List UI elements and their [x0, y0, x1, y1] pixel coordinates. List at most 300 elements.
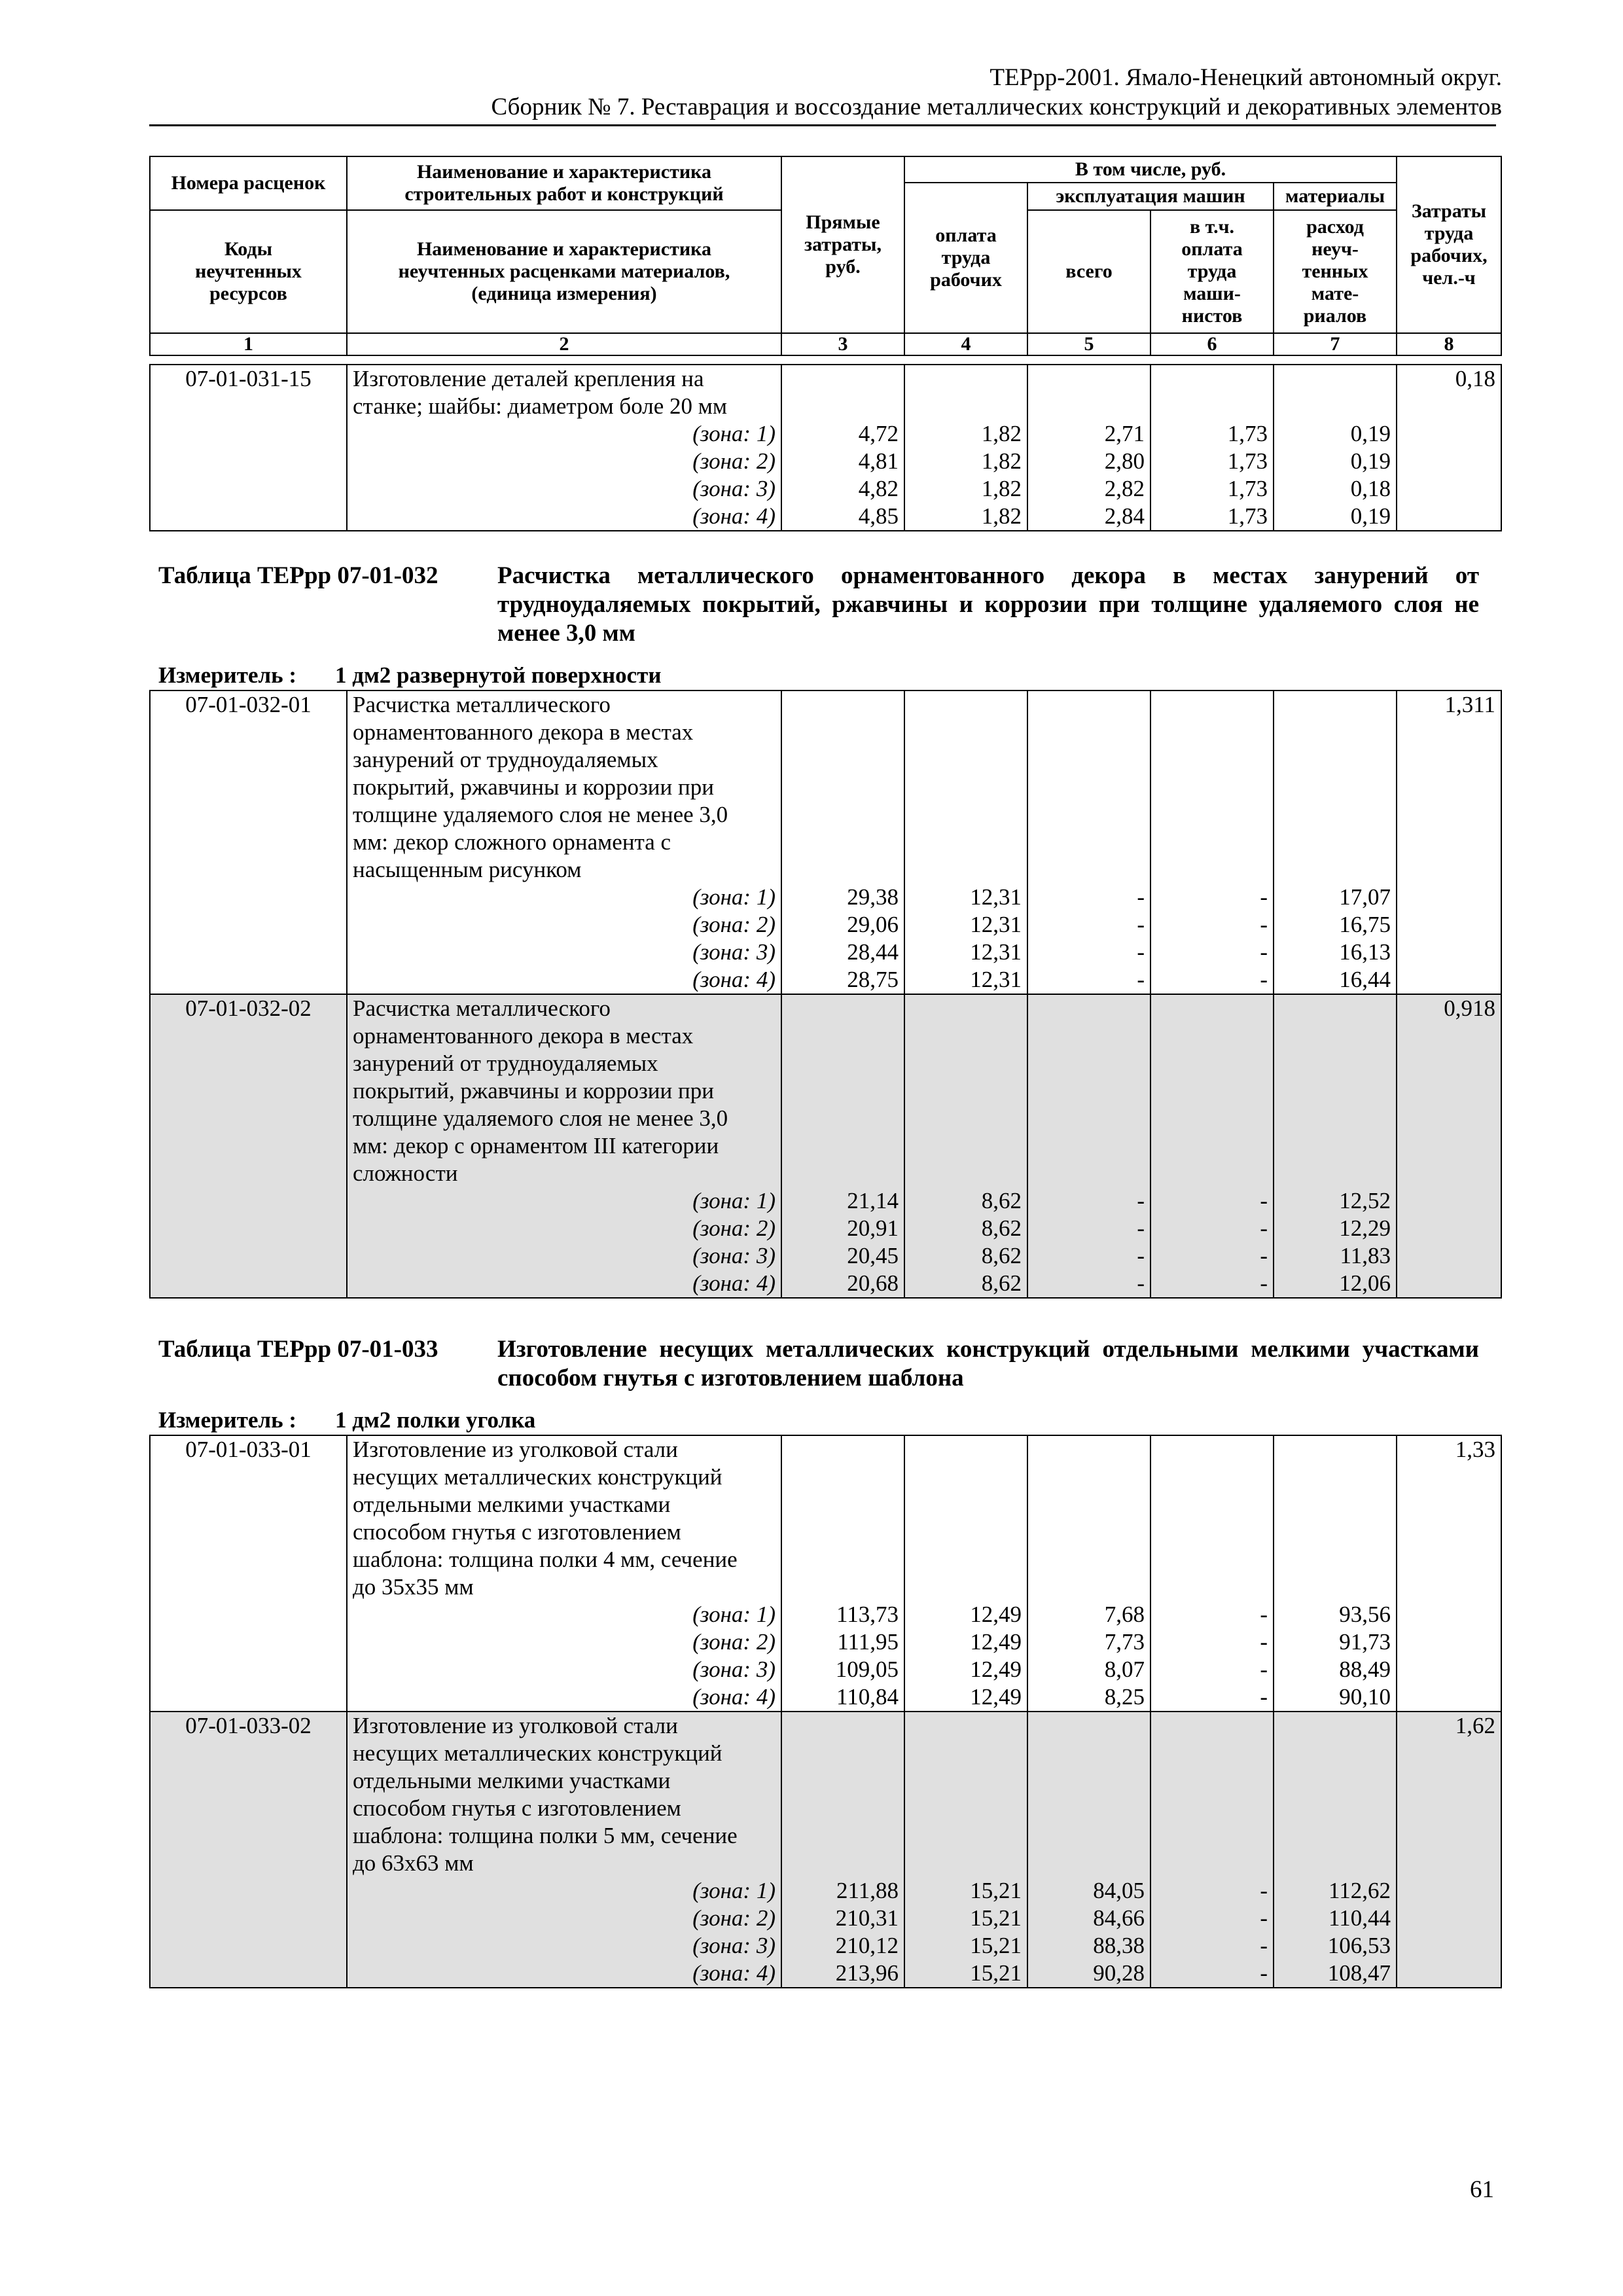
spacer — [787, 1795, 899, 1822]
header-labor — [1397, 156, 1501, 333]
zone-value: 211,88 — [836, 1878, 899, 1903]
spacer — [1033, 1160, 1145, 1187]
zone-label: (зона: 3) — [692, 1657, 776, 1682]
zone-value: 110,84 — [836, 1684, 899, 1710]
value-operators — [1150, 994, 1274, 1298]
zone-value: - — [1260, 1905, 1268, 1931]
description-line: отдельными мелкими участками — [353, 1768, 671, 1793]
spacer — [1156, 1160, 1268, 1187]
zone-value: 2,82 — [1104, 476, 1145, 501]
zone-label: (зона: 4) — [692, 503, 776, 529]
header-operator-pay-line: в т.ч. — [1189, 216, 1235, 238]
spacer — [1156, 1573, 1268, 1601]
zone-value: 15,21 — [970, 1878, 1022, 1903]
spacer — [787, 393, 899, 420]
spacer — [1279, 1767, 1391, 1795]
zone-value: 84,66 — [1093, 1905, 1145, 1931]
zone-value: - — [1137, 967, 1145, 992]
header-unaccounted-materials — [1274, 210, 1397, 333]
labor-cost — [1397, 994, 1501, 1298]
spacer — [787, 1822, 899, 1850]
zone-label: (зона: 4) — [692, 1684, 776, 1710]
zone-value: - — [1260, 1933, 1268, 1958]
zone-value: 8,25 — [1104, 1684, 1145, 1710]
zone-value: 113,73 — [836, 1602, 899, 1627]
header-labor-line: Затраты — [1411, 200, 1487, 222]
zone-value: - — [1260, 967, 1268, 992]
value-machines — [1027, 365, 1150, 531]
spacer — [910, 719, 1022, 746]
zone-value: 4,82 — [858, 476, 899, 501]
value-materials — [1274, 365, 1397, 531]
zone-value: - — [1260, 1602, 1268, 1627]
spacer — [787, 1132, 899, 1160]
header-operator-pay-line: труда — [1187, 260, 1237, 282]
zone-label: (зона: 1) — [692, 1188, 776, 1213]
header-resource-codes-line: неучтенных — [195, 260, 302, 282]
zone-value: 90,10 — [1339, 1684, 1391, 1710]
labor-cost — [1397, 1712, 1501, 1988]
rate-description — [347, 994, 781, 1298]
spacer — [1279, 1712, 1391, 1740]
rate-code-text: 07-01-032-02 — [185, 996, 312, 1021]
spacer — [1156, 995, 1268, 1022]
zone-value: 20,68 — [847, 1270, 899, 1296]
spacer — [910, 1160, 1022, 1187]
description-line: до 63х63 мм — [353, 1850, 474, 1876]
zone-value: 1,82 — [981, 476, 1022, 501]
zone-value: 12,49 — [970, 1602, 1022, 1627]
value-pay — [904, 1435, 1027, 1712]
description-line: сложности — [353, 1160, 458, 1186]
running-header-line1: ТЕРрр-2001. Ямало-Ненецкий автономный округ. — [990, 64, 1502, 91]
zone-value: 12,06 — [1339, 1270, 1391, 1296]
description-line: шаблона: толщина полки 5 мм, сечение — [353, 1823, 738, 1848]
description-line: несущих металлических конструкций — [353, 1464, 722, 1490]
spacer — [910, 1518, 1022, 1546]
zone-value: 29,38 — [847, 884, 899, 910]
rate-description — [347, 1435, 781, 1712]
value-materials — [1274, 994, 1397, 1298]
rate-row — [150, 1712, 1501, 1988]
header-including: В том числе, руб. — [904, 156, 1397, 183]
zone-value: 12,52 — [1339, 1188, 1391, 1213]
rate-code-text: 07-01-031-15 — [185, 366, 312, 391]
table-title-032: Расчистка металлического орнаментованного декора в местах занурений от трудноудаляемых покрытий, ржавчины и коррозии при толщине удаляемого слоя не менее 3,0 мм — [497, 562, 1479, 647]
zone-value: 0,18 — [1350, 476, 1391, 501]
zone-value: - — [1260, 1684, 1268, 1710]
zone-value: 1,73 — [1227, 503, 1268, 529]
spacer — [1033, 1546, 1145, 1573]
value-direct — [781, 365, 904, 531]
header-rule — [149, 124, 1496, 126]
value-materials — [1274, 691, 1397, 994]
spacer — [1279, 691, 1391, 719]
spacer — [910, 995, 1022, 1022]
spacer — [1279, 1573, 1391, 1601]
spacer — [1033, 1822, 1145, 1850]
spacer — [1279, 719, 1391, 746]
header-labor-line: труда — [1424, 223, 1474, 244]
header-resource-codes — [150, 210, 347, 333]
spacer — [787, 829, 899, 856]
spacer — [787, 691, 899, 719]
spacer — [1156, 1712, 1268, 1740]
spacer — [787, 719, 899, 746]
description-line: занурений от трудноудаляемых — [353, 747, 658, 772]
spacer — [1156, 1050, 1268, 1077]
zone-value: 7,73 — [1104, 1629, 1145, 1655]
header-material-name-line: (единица измерения) — [471, 283, 657, 304]
header-operator-pay-line: оплата — [1181, 238, 1243, 260]
rate-code-text: 07-01-033-02 — [185, 1713, 312, 1738]
zone-value: 2,71 — [1104, 421, 1145, 446]
spacer — [1279, 1463, 1391, 1491]
header-worker-pay-line: рабочих — [930, 269, 1002, 291]
spacer — [1033, 801, 1145, 829]
column-number: 6 — [1150, 333, 1274, 355]
rate-row — [150, 994, 1501, 1298]
spacer — [787, 1573, 899, 1601]
spacer — [1279, 393, 1391, 420]
spacer — [787, 1740, 899, 1767]
zone-value: 12,49 — [970, 1684, 1022, 1710]
column-number: 4 — [904, 333, 1027, 355]
zone-value: 1,73 — [1227, 476, 1268, 501]
header-machine-ops: эксплуатация машин — [1027, 183, 1274, 210]
spacer — [1033, 746, 1145, 774]
spacer — [910, 1463, 1022, 1491]
description-line: до 35х35 мм — [353, 1574, 474, 1600]
spacer — [910, 1850, 1022, 1877]
rates-table-032 — [149, 690, 1502, 1299]
header-operator-pay — [1150, 210, 1274, 333]
spacer — [1279, 1132, 1391, 1160]
spacer — [787, 365, 899, 393]
spacer — [1033, 856, 1145, 884]
zone-value: 8,62 — [981, 1270, 1022, 1296]
spacer — [1156, 365, 1268, 393]
value-operators — [1150, 1435, 1274, 1712]
spacer — [910, 365, 1022, 393]
spacer — [910, 1105, 1022, 1132]
spacer — [910, 1546, 1022, 1573]
spacer — [1033, 1795, 1145, 1822]
zone-label: (зона: 3) — [692, 476, 776, 501]
zone-label: (зона: 2) — [692, 1629, 776, 1655]
spacer — [1033, 1767, 1145, 1795]
zone-value: 4,85 — [858, 503, 899, 529]
zone-label: (зона: 3) — [692, 1933, 776, 1958]
zone-value: 15,21 — [970, 1960, 1022, 1986]
zone-value: 1,82 — [981, 503, 1022, 529]
description-line: Расчистка металлического — [353, 692, 611, 717]
header-work-name-line: строительных работ и конструкций — [404, 183, 724, 205]
spacer — [1156, 856, 1268, 884]
spacer — [1156, 1463, 1268, 1491]
zone-value: 0,19 — [1350, 503, 1391, 529]
zone-label: (зона: 1) — [692, 884, 776, 910]
header-labor-line: рабочих, — [1410, 245, 1488, 266]
spacer — [1156, 1518, 1268, 1546]
zone-label: (зона: 3) — [692, 1243, 776, 1268]
spacer — [1279, 1077, 1391, 1105]
value-machines — [1027, 1712, 1150, 1988]
spacer — [1279, 1822, 1391, 1850]
spacer — [910, 1573, 1022, 1601]
rate-code — [150, 1435, 347, 1712]
zone-value: 12,31 — [970, 967, 1022, 992]
spacer — [910, 1022, 1022, 1050]
spacer — [1156, 746, 1268, 774]
zone-value: 12,49 — [970, 1657, 1022, 1682]
zone-value: 0,19 — [1350, 421, 1391, 446]
spacer — [787, 774, 899, 801]
zone-value: 16,44 — [1339, 967, 1391, 992]
zone-value: 4,81 — [858, 448, 899, 474]
spacer — [1033, 1077, 1145, 1105]
description-line: занурений от трудноудаляемых — [353, 1050, 658, 1076]
zone-label: (зона: 2) — [692, 1905, 776, 1931]
spacer — [1279, 1105, 1391, 1132]
rates-table-031 — [149, 364, 1502, 531]
labor-cost-text: 0,918 — [1444, 996, 1495, 1021]
spacer — [1279, 746, 1391, 774]
header-unaccounted-line: мате- — [1311, 283, 1359, 304]
spacer — [1279, 1518, 1391, 1546]
rate-code-text: 07-01-033-01 — [185, 1437, 312, 1462]
labor-cost — [1397, 1435, 1501, 1712]
value-materials — [1274, 1435, 1397, 1712]
measure-032 — [158, 662, 662, 689]
zone-value: 17,07 — [1339, 884, 1391, 910]
rates-table-033 — [149, 1435, 1502, 1988]
zone-value: - — [1137, 1188, 1145, 1213]
column-number: 1 — [150, 333, 347, 355]
description-line: мм: декор сложного орнамента с — [353, 829, 671, 855]
header-direct-costs-line: руб. — [825, 256, 861, 278]
zone-value: 8,62 — [981, 1188, 1022, 1213]
rate-code-text: 07-01-032-01 — [185, 692, 312, 717]
zone-value: - — [1137, 939, 1145, 965]
rate-description — [347, 1712, 781, 1988]
spacer — [910, 746, 1022, 774]
value-direct — [781, 994, 904, 1298]
description-line: несущих металлических конструкций — [353, 1740, 722, 1766]
spacer — [787, 801, 899, 829]
spacer — [1033, 1712, 1145, 1740]
labor-cost-text: 1,311 — [1444, 692, 1495, 717]
description-line: покрытий, ржавчины и коррозии при — [353, 774, 714, 800]
spacer — [787, 1077, 899, 1105]
zone-value: 8,07 — [1104, 1657, 1145, 1682]
spacer — [1033, 1518, 1145, 1546]
zone-label: (зона: 1) — [692, 1602, 776, 1627]
header-materials: материалы — [1274, 183, 1397, 210]
spacer — [1279, 1546, 1391, 1573]
spacer — [1156, 1822, 1268, 1850]
description-line: Изготовление из уголковой стали — [353, 1713, 678, 1738]
value-operators — [1150, 691, 1274, 994]
zone-value: 210,12 — [835, 1933, 899, 1958]
spacer — [1033, 1436, 1145, 1463]
spacer — [1033, 1105, 1145, 1132]
zone-label: (зона: 1) — [692, 421, 776, 446]
description-line: покрытий, ржавчины и коррозии при — [353, 1078, 714, 1103]
spacer — [910, 1491, 1022, 1518]
table-label-033: Таблица ТЕРрр 07-01-033 — [158, 1336, 438, 1363]
zone-value: 8,62 — [981, 1243, 1022, 1268]
measure-value: 1 дм2 полки уголка — [335, 1407, 536, 1433]
measure-label: Измеритель : — [158, 662, 297, 688]
zone-value: 12,31 — [970, 884, 1022, 910]
header-work-name-line: Наименование и характеристика — [416, 161, 712, 183]
value-direct — [781, 691, 904, 994]
zone-value: 2,80 — [1104, 448, 1145, 474]
spacer — [1156, 1491, 1268, 1518]
header-direct-costs-line: Прямые — [806, 211, 880, 233]
spacer — [1279, 774, 1391, 801]
header-direct-costs-line: затраты, — [804, 234, 882, 255]
zone-value: - — [1260, 884, 1268, 910]
zone-value: 210,31 — [835, 1905, 899, 1931]
zone-value: 7,68 — [1104, 1602, 1145, 1627]
zone-value: 12,49 — [970, 1629, 1022, 1655]
description-line: мм: декор с орнаментом III категории — [353, 1133, 719, 1158]
spacer — [910, 1712, 1022, 1740]
spacer — [787, 1767, 899, 1795]
value-direct — [781, 1712, 904, 1988]
spacer — [1156, 1740, 1268, 1767]
value-machines — [1027, 691, 1150, 994]
spacer — [1279, 1491, 1391, 1518]
spacer — [1156, 1077, 1268, 1105]
zone-value: 90,28 — [1093, 1960, 1145, 1986]
spacer — [1033, 393, 1145, 420]
spacer — [1033, 774, 1145, 801]
description-line: орнаментованного декора в местах — [353, 719, 694, 745]
header-work-name — [347, 156, 781, 210]
zone-value: 91,73 — [1339, 1629, 1391, 1655]
header-machines-total: всего — [1027, 210, 1150, 333]
measure-label: Измеритель : — [158, 1407, 297, 1433]
measure-value: 1 дм2 развернутой поверхности — [335, 662, 662, 688]
zone-value: 88,49 — [1339, 1657, 1391, 1682]
value-pay — [904, 994, 1027, 1298]
zone-value: 109,05 — [835, 1657, 899, 1682]
spacer — [1156, 801, 1268, 829]
description-line: способом гнутья с изготовлением — [353, 1795, 681, 1821]
header-labor-line: чел.-ч — [1422, 267, 1476, 289]
zone-value: 11,83 — [1340, 1243, 1391, 1268]
rate-description — [347, 365, 781, 531]
spacer — [1279, 995, 1391, 1022]
spacer — [910, 801, 1022, 829]
spacer — [910, 829, 1022, 856]
value-machines — [1027, 1435, 1150, 1712]
zone-value: - — [1137, 912, 1145, 937]
header-unaccounted-line: расход — [1306, 216, 1364, 238]
spacer — [1033, 829, 1145, 856]
zone-value: - — [1137, 1243, 1145, 1268]
rate-code — [150, 994, 347, 1298]
description-line: Расчистка металлического — [353, 996, 611, 1021]
spacer — [1033, 1050, 1145, 1077]
value-machines — [1027, 994, 1150, 1298]
zone-label: (зона: 4) — [692, 1960, 776, 1986]
spacer — [787, 995, 899, 1022]
spacer — [787, 746, 899, 774]
spacer — [1279, 1850, 1391, 1877]
description-line: толщине удаляемого слоя не менее 3,0 — [353, 1105, 728, 1131]
rate-row — [150, 365, 1501, 531]
zone-value: 21,14 — [847, 1188, 899, 1213]
header-material-name-line: неучтенных расценками материалов, — [398, 260, 730, 282]
table-title-033: Изготовление несущих металлических конструкций отдельными мелкими участками способом гнутья с изготовлением шаблона — [497, 1336, 1479, 1391]
zone-value: 12,29 — [1339, 1215, 1391, 1241]
spacer — [1156, 1795, 1268, 1822]
spacer — [1156, 1436, 1268, 1463]
spacer — [1033, 691, 1145, 719]
column-number: 3 — [781, 333, 904, 355]
spacer — [1279, 856, 1391, 884]
spacer — [1279, 1022, 1391, 1050]
spacer — [1156, 719, 1268, 746]
value-pay — [904, 1712, 1027, 1988]
page-number: 61 — [1470, 2176, 1494, 2203]
spacer — [787, 1160, 899, 1187]
spacer — [1279, 365, 1391, 393]
labor-cost-text: 1,62 — [1455, 1713, 1495, 1738]
description-line: способом гнутья с изготовлением — [353, 1519, 681, 1545]
zone-label: (зона: 2) — [692, 448, 776, 474]
spacer — [1033, 1022, 1145, 1050]
zone-value: 15,21 — [970, 1933, 1022, 1958]
labor-cost-text: 1,33 — [1455, 1437, 1495, 1462]
spacer — [1156, 1132, 1268, 1160]
zone-value: 1,82 — [981, 421, 1022, 446]
spacer — [787, 1712, 899, 1740]
spacer — [910, 1767, 1022, 1795]
zone-value: 213,96 — [835, 1960, 899, 1986]
description-line: станке; шайбы: диаметром боле 20 мм — [353, 393, 728, 419]
header-resource-codes-line: ресурсов — [209, 283, 287, 304]
header-operator-pay-line: маши- — [1183, 283, 1241, 304]
zone-value: 111,95 — [837, 1629, 899, 1655]
spacer — [910, 1132, 1022, 1160]
zone-value: 29,06 — [847, 912, 899, 937]
rate-code — [150, 365, 347, 531]
zone-label: (зона: 3) — [692, 939, 776, 965]
zone-label: (зона: 2) — [692, 1215, 776, 1241]
spacer — [1156, 1105, 1268, 1132]
zone-value: 28,44 — [847, 939, 899, 965]
spacer — [1156, 1022, 1268, 1050]
value-materials — [1274, 1712, 1397, 1988]
rate-row — [150, 1435, 1501, 1712]
labor-cost — [1397, 365, 1501, 531]
zone-value: 112,62 — [1329, 1878, 1391, 1903]
spacer — [910, 1740, 1022, 1767]
header-unaccounted-line: риалов — [1303, 305, 1367, 327]
zone-value: - — [1260, 939, 1268, 965]
zone-value: 1,82 — [981, 448, 1022, 474]
spacer — [1156, 1546, 1268, 1573]
zone-value: - — [1260, 912, 1268, 937]
zone-value: - — [1137, 1215, 1145, 1241]
table-label-032: Таблица ТЕРрр 07-01-032 — [158, 562, 438, 589]
zone-value: 12,31 — [970, 939, 1022, 965]
